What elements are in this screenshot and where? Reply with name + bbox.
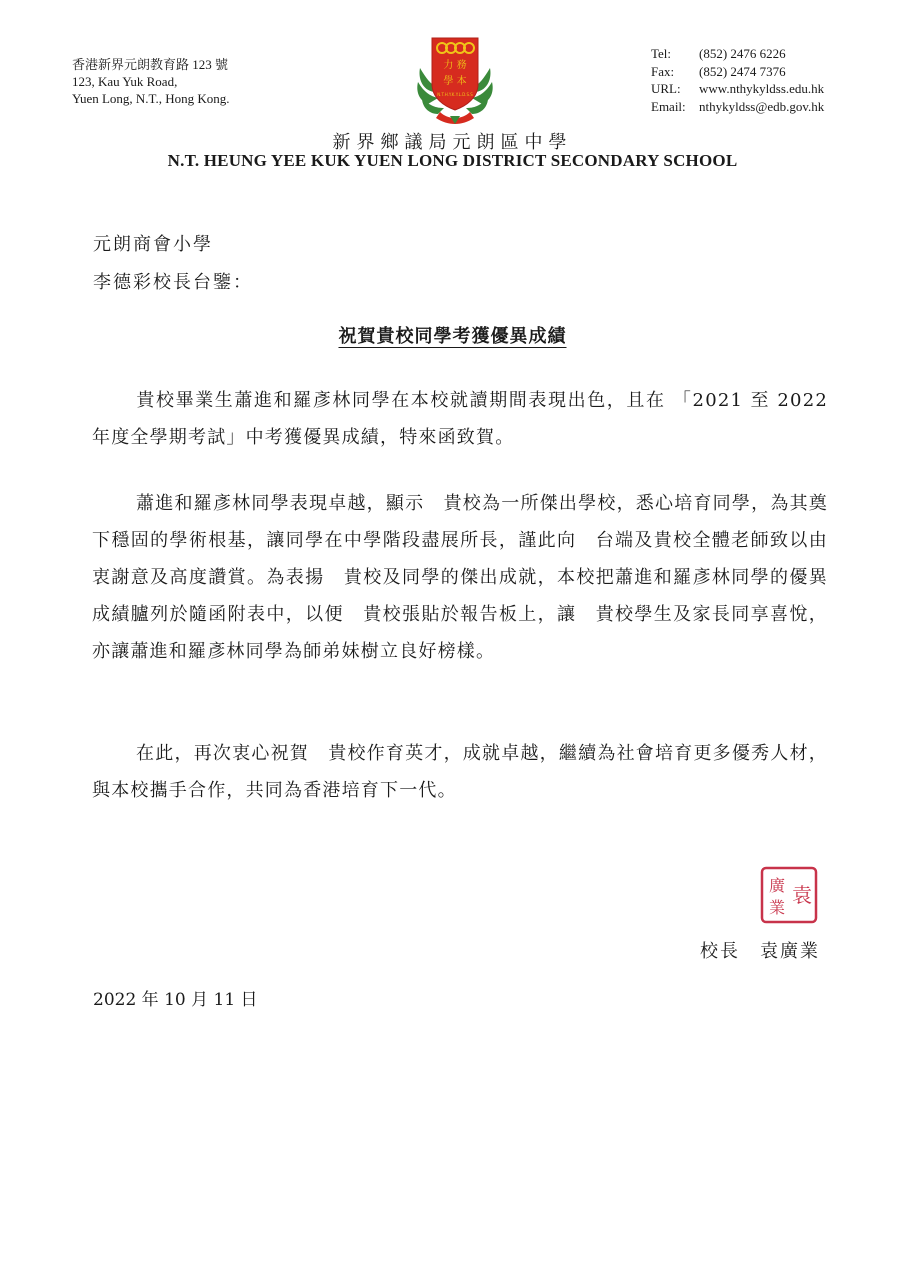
seal-stamp-icon bbox=[760, 866, 818, 924]
address-en-line1: 123, Kau Yuk Road, bbox=[72, 74, 178, 89]
paragraph-1 bbox=[92, 382, 828, 456]
letter-date: 2022 年 10 月 11 日 bbox=[93, 990, 258, 1010]
svg-text:學 本: 學 本 bbox=[443, 76, 467, 87]
paragraph-2 bbox=[92, 485, 828, 670]
svg-text:N.T.H.Y.K.Y.L.D.S.S: N.T.H.Y.K.Y.L.D.S.S bbox=[437, 92, 473, 97]
recipient-school: 元朗商會小學 bbox=[93, 234, 213, 255]
paragraph-3 bbox=[92, 735, 828, 809]
paragraph-3-text: 在此，再次衷心祝賀 貴校作育英才，成就卓越，繼續為社會培育更多優秀人材，與本校攜手合作，共同為香港培育下一代。 bbox=[92, 743, 828, 801]
signature: 校長 袁廣業 bbox=[700, 941, 820, 962]
school-address bbox=[72, 56, 230, 107]
school-name-en: N.T. HEUNG YEE KUK YUEN LONG DISTRICT SECONDARY SCHOOL bbox=[167, 151, 738, 170]
address-zh: 香港新界元朗教育路 123 號 bbox=[72, 57, 229, 72]
svg-text:力 務: 力 務 bbox=[443, 60, 467, 71]
school-crest-icon bbox=[414, 34, 496, 126]
contact-fax: Fax: (852) 2474 7376 bbox=[651, 63, 786, 79]
svg-text:廣: 廣 bbox=[768, 876, 786, 895]
contact-email: Email: nthykyldss@edb.gov.hk bbox=[651, 98, 825, 114]
address-en-line2: Yuen Long, N.T., Hong Kong. bbox=[72, 91, 230, 106]
contact-info bbox=[651, 45, 824, 115]
letter-subject: 祝賀貴校同學考獲優異成績 bbox=[338, 326, 567, 347]
school-name-zh: 新界鄉議局元朗區中學 bbox=[332, 132, 573, 153]
svg-text:業: 業 bbox=[768, 898, 786, 917]
school-logo bbox=[414, 34, 496, 126]
principal-seal bbox=[760, 866, 818, 924]
recipient-principal: 李德彩校長台鑒： bbox=[93, 272, 253, 293]
paragraph-2-text: 蕭進和羅彥林同學表現卓越，顯示 貴校為一所傑出學校，悉心培育同學，為其奠下穩固的學術根基，讓同學在中學階段盡展所長，謹此向 台端及貴校全體老師致以由衷謝意及高度讚賞。為表揚 貴校及同學的傑出成就，本校把蕭進和羅彥林同學的優異成績臚列於隨函附表中，以便 貴校張貼於報告板上，讓 貴校學生及家長同享喜悅，亦讓蕭進和羅彥林同學為師弟妹樹立良好榜樣。 bbox=[92, 493, 828, 662]
svg-text:袁: 袁 bbox=[792, 883, 812, 907]
contact-url: URL: www.nthykyldss.edu.hk bbox=[651, 81, 825, 96]
contact-tel: Tel: (852) 2476 6226 bbox=[651, 46, 786, 61]
paragraph-1-text: 貴校畢業生蕭進和羅彥林同學在本校就讀期間表現出色，且在 「2021 至 2022 年度全學期考試」中考獲優異成績，特來函致賀。 bbox=[92, 390, 828, 448]
